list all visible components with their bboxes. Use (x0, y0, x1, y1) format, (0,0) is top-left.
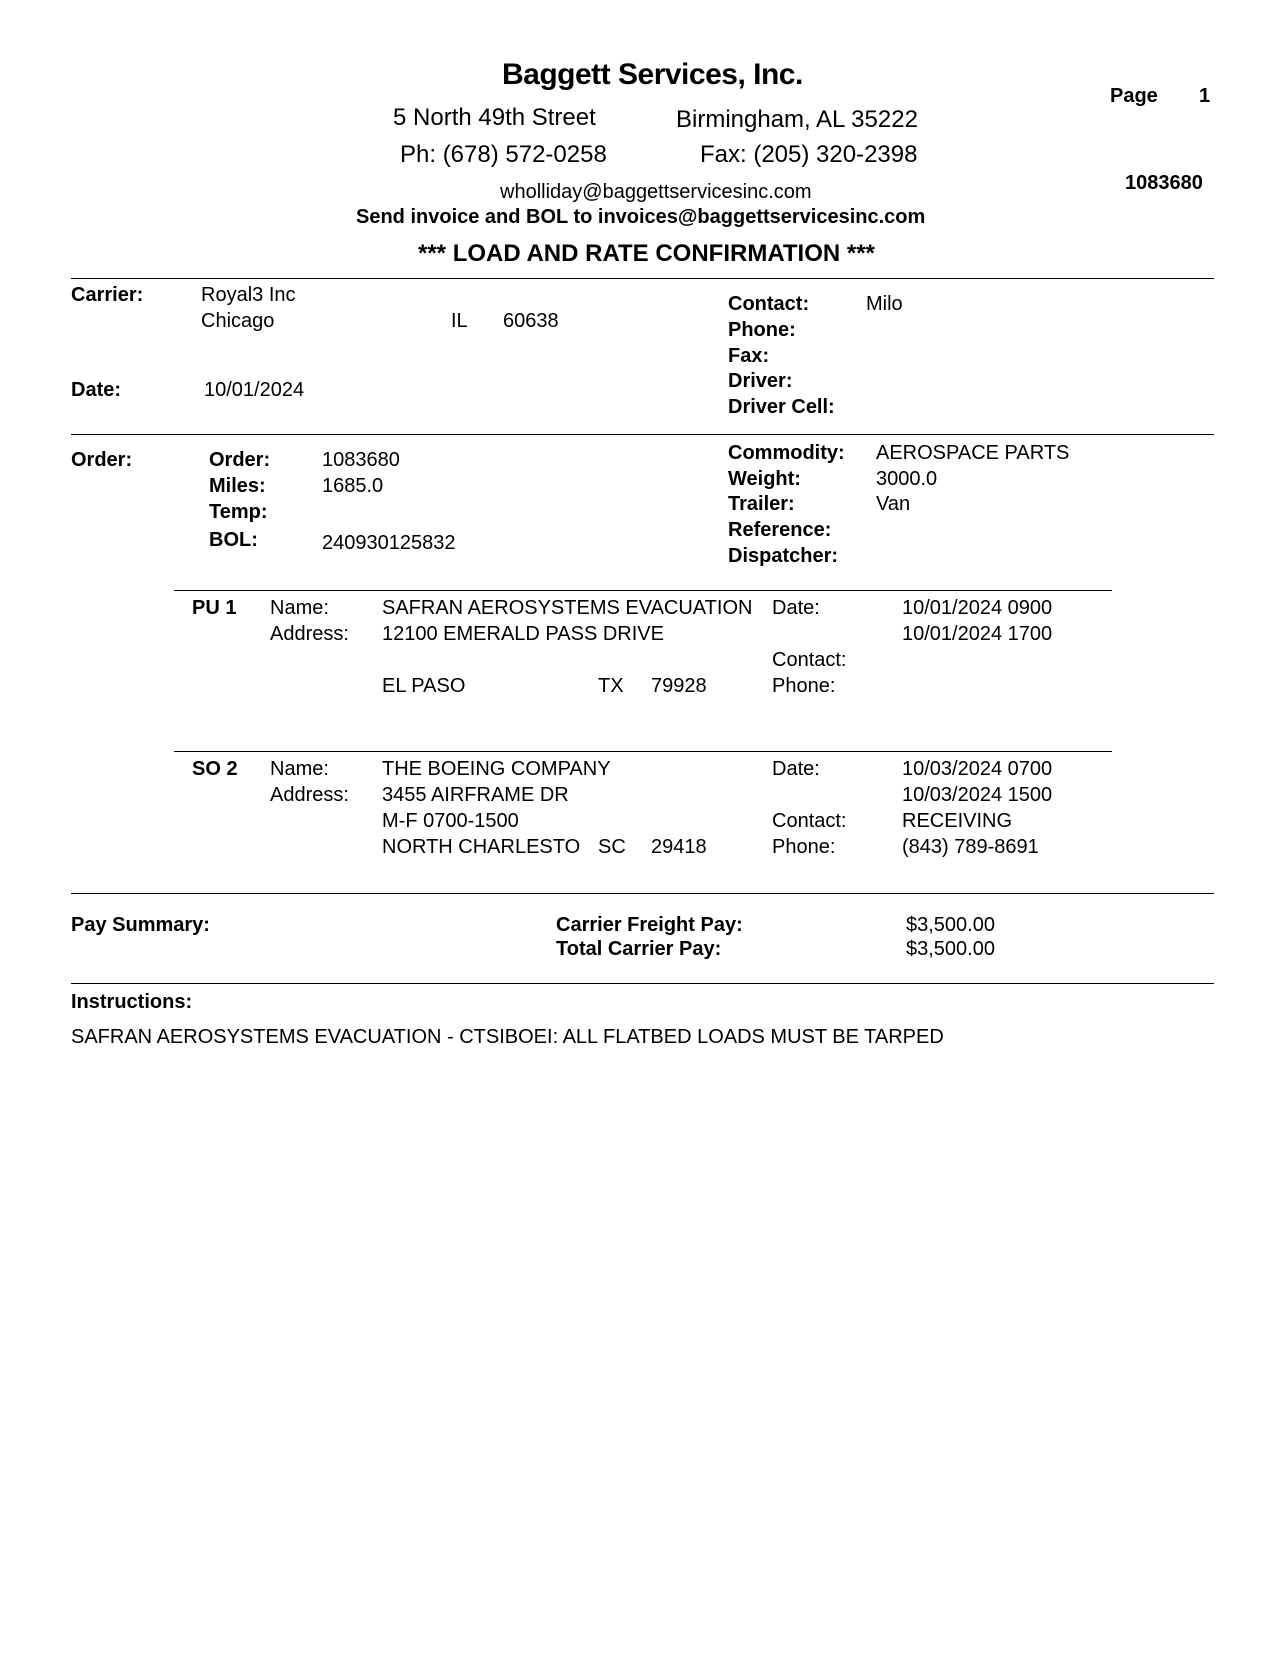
carrier-phone-label: Phone: (728, 319, 796, 341)
divider (71, 434, 1214, 435)
dispatcher-label: Dispatcher: (728, 545, 839, 567)
carrier-freight-pay: $3,500.00 (906, 914, 995, 936)
page-number: 1 (1199, 85, 1211, 107)
stop-city: EL PASO (382, 675, 466, 697)
order-number-label: Order: (209, 449, 271, 471)
order-miles: 1685.0 (322, 475, 384, 497)
instructions-text: SAFRAN AEROSYSTEMS EVACUATION - CTSIBOEI: ALL FLATBED LOADS MUST BE TARPED (71, 1026, 944, 1048)
pay-summary-label: Pay Summary: (71, 914, 210, 936)
stop-name-label: Name: (270, 597, 329, 619)
carrier-city: Chicago (201, 310, 275, 332)
stop-date-start: 10/01/2024 0900 (902, 597, 1053, 619)
company-city-state-zip: Birmingham, AL 35222 (676, 106, 918, 133)
divider (174, 751, 1112, 752)
company-phone: Ph: (678) 572-0258 (400, 141, 607, 168)
stop-phone: (843) 789-8691 (902, 836, 1039, 858)
carrier-label: Carrier: (71, 284, 144, 306)
order-temp-label: Temp: (209, 501, 268, 523)
divider (71, 983, 1214, 984)
stop-date-end: 10/03/2024 1500 (902, 784, 1053, 806)
stop-name: SAFRAN AEROSYSTEMS EVACUATION (382, 597, 753, 619)
total-carrier-pay: $3,500.00 (906, 938, 995, 960)
carrier-driver-label: Driver: (728, 370, 793, 392)
carrier-state: IL (451, 310, 468, 332)
stop-contact-label: Contact: (772, 649, 847, 671)
stop-state: SC (598, 836, 626, 858)
carrier-contact: Milo (866, 293, 903, 315)
carrier-fax-label: Fax: (728, 345, 770, 367)
divider (71, 893, 1214, 894)
total-carrier-pay-label: Total Carrier Pay: (556, 938, 722, 960)
company-fax: Fax: (205) 320-2398 (700, 141, 918, 168)
stop-code: SO 2 (192, 758, 238, 780)
stop-name-label: Name: (270, 758, 329, 780)
stop-date-label: Date: (772, 758, 820, 780)
trailer-label: Trailer: (728, 493, 795, 515)
stop-address-label: Address: (270, 784, 349, 806)
stop-zip: 29418 (651, 836, 707, 858)
stop-phone-label: Phone: (772, 836, 836, 858)
carrier-zip: 60638 (503, 310, 559, 332)
order-miles-label: Miles: (209, 475, 266, 497)
weight-label: Weight: (728, 468, 801, 490)
order-bol: 240930125832 (322, 532, 456, 554)
carrier-date-label: Date: (71, 379, 122, 401)
stop-address-line2: M-F 0700-1500 (382, 810, 519, 832)
stop-city: NORTH CHARLESTO (382, 836, 581, 858)
stop-date-end: 10/01/2024 1700 (902, 623, 1053, 645)
carrier-driver-cell-label: Driver Cell: (728, 396, 835, 418)
stop-zip: 79928 (651, 675, 707, 697)
stop-name: THE BOEING COMPANY (382, 758, 611, 780)
trailer: Van (876, 493, 911, 515)
divider (174, 590, 1112, 591)
divider (71, 278, 1214, 279)
carrier-freight-pay-label: Carrier Freight Pay: (556, 914, 743, 936)
reference-label: Reference: (728, 519, 832, 541)
commodity: AEROSPACE PARTS (876, 442, 1070, 464)
stop-date-start: 10/03/2024 0700 (902, 758, 1053, 780)
instructions-label: Instructions: (71, 991, 193, 1013)
order-number: 1083680 (322, 449, 400, 471)
company-street: 5 North 49th Street (393, 104, 596, 131)
stop-state: TX (598, 675, 624, 697)
stop-code: PU 1 (192, 597, 237, 619)
stop-contact: RECEIVING (902, 810, 1013, 832)
weight: 3000.0 (876, 468, 938, 490)
stop-contact-label: Contact: (772, 810, 847, 832)
company-email: wholliday@baggettservicesinc.com (500, 181, 812, 203)
document-title: *** LOAD AND RATE CONFIRMATION *** (418, 240, 875, 267)
order-bol-label: BOL: (209, 529, 258, 551)
order-section-label: Order: (71, 449, 133, 471)
company-name: Baggett Services, Inc. (502, 58, 803, 91)
page-label: Page (1110, 85, 1158, 107)
stop-address-line1: 12100 EMERALD PASS DRIVE (382, 623, 664, 645)
commodity-label: Commodity: (728, 442, 845, 464)
stop-address-label: Address: (270, 623, 349, 645)
carrier-date: 10/01/2024 (204, 379, 305, 401)
carrier-contact-label: Contact: (728, 293, 810, 315)
load-number: 1083680 (1125, 172, 1203, 194)
carrier-name: Royal3 Inc (201, 284, 296, 306)
send-invoice-note: Send invoice and BOL to invoices@baggettservicesinc.com (356, 206, 926, 228)
stop-address-line1: 3455 AIRFRAME DR (382, 784, 569, 806)
stop-phone-label: Phone: (772, 675, 836, 697)
stop-date-label: Date: (772, 597, 820, 619)
